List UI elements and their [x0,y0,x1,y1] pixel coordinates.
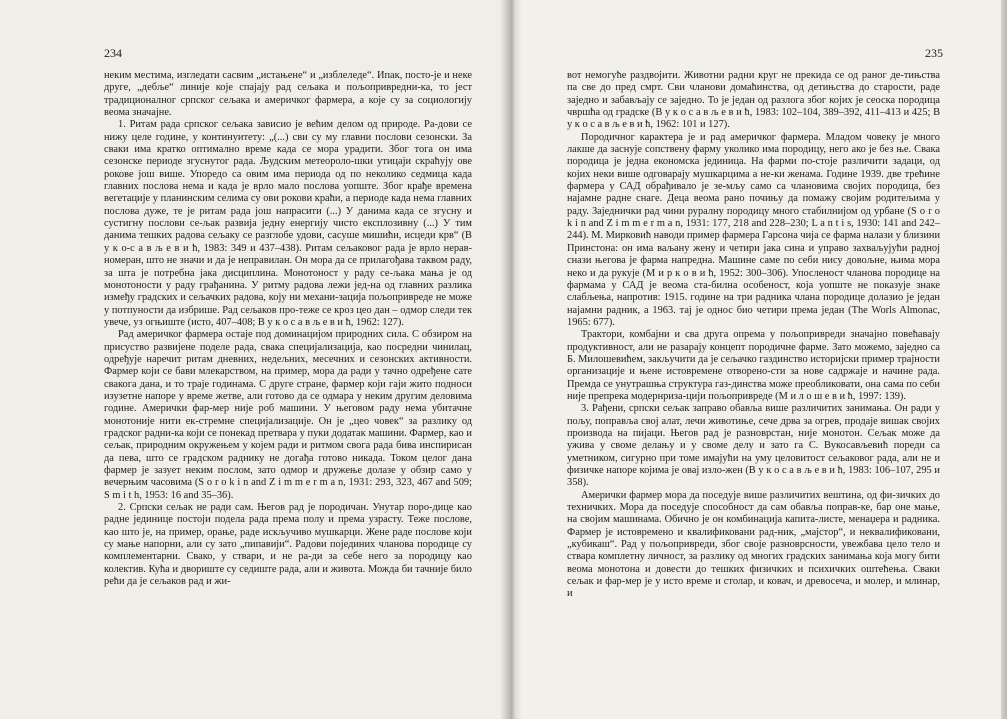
right-page-text [567,70,940,601]
paragraph: неким местима, изгледати сасвим „истањене“ и „изблеледе“. Ипак, посто-је и неке друге, „дебље“ линије које спајају рад сељака и пољопривредни-ка, то јест традиционалног српског сељака и америчког фармера, а које су за социологију веома значајне. [104,70,472,119]
paragraph: 2. Српски сељак не ради сам. Његов рад је породичан. Унутар поро-дице као радне јединице постоји подела рада према полу и према узрасту. Теже послове, као што је, на пример, орање, раде искључиво мушкарци. Жене раде послове који су мање напорни, али су зато „пипавији“. Радови појединих чланова породице су комплементарни. Свако, у ствари, и не ра-ди за себе него за породицу као колектив. Кућа и двориште су седиште рада, али и живота. Можда би тачније било рећи да је сељаков рад и жи- [104,502,472,588]
page-edge [1001,0,1007,719]
paragraph: Породичног карактера је и рад америчког фармера. Младом човеку је много лакше да заснује сопствену фарму уколико има породицу, него ако је без ње. Свака породица је једна економска јединица. На фарми по-стоје различити задаци, од којих неки више одговарају мушкарцима а не-ки женама. Године 1939. две трећине фармера у САД обрађивало је зе-мљу само са члановима својих породица, без најамне радне снаге. Деца веома рано почињу да помажу својим родитељима у раду. Заједнички рад чини руралну породицу много стабилнијом од урбане (S o r o k i n and Z i m m e r m a n, 1931: 177, 218 and 228–230; L a n t i s, 1930: 141 and 242–244). М. Мирковић наводи пример фармера Гарсона чија се фарма налази у близини Принстона: он има ваљану жену и четири јака сина и управо захваљујући радној снази његова је фарма напредна. Машине саме по себи нису довољне, њима мора неко и да рукује (М и р к о в и ћ, 1952: 300–306). Упосленост чланова породице на фармама у САД је веома ста-билна особеност, која уопште не показује знаке слабљења, напротив: 1915. године на три радника члана породице долазио је један најамни радник, а 1963. тај је однос био четири према један (The Worls Almonac, 1965: 677). [567,131,941,328]
paragraph: 1. Ритам рада српског сељака зависио је већим делом од природе. Ра-дови се нижу целе године, у континуитету: „(...) сви су му главни послови сезонски. За сваки има кратко оптимално време када се мора урадити. Због тога он има сезонске периоде згуснутог рада. Људским метеороло-шки утицаји скраћују ове рокове још више. Упоредо са овим има периода од по неколико седмица када главних послова нема и када је врло мало послова уопште. Због крађе времена вегетације у планинским селима су ови рокови краћи, а периоде када нема главних послова дуже, те је ритам рада још напрасити (...) У данима када се згусну и сустигну послови се-љак развија једну енергију чисто експлозивну (...) У тим данима тешких радова сељаку се разглобе удови, сасуше мишићи, исцеди крв“ (В у к о-с а в љ е в и ћ, 1983: 349 и 437–438). Ритам сељаковог рада је врло нерав-номеран, што не значи и да је неправилан. Он мора да се прилагођава таквом раду, за шта је потребна јака дисциплина. Монотоност у раду се-љака мања је од монотоности у раду грађанина. У ритму радова лежи јед-на од главних разлика између градских и сељачких радова, коју ни механи-зација пољопривреде не може у потпуности да избрише. Рад сељаков про-теже се кроз цео дан – одмор следи тек увече, уз огњиште (исто, 407–408; В у к о с а в љ е в и ћ, 1962: 127). [104,119,472,328]
left-page-text [104,70,472,588]
paragraph: вот немогуће раздвојити. Животни радни круг не прекида се од раног де-тињства па све до пред смрт. Сви чланови домаћинства, од детињства до старости, раде заједно и забављају се заједно. То је један од разлога због којих је сеоска породица чвршћа од градске (В у к о с а в љ е в и ћ, 1983: 102–104, 389–392, 411–413 и 425; В у к о с а в љ е в и ћ, 1962: 101 и 127). [567,70,940,131]
paragraph: 3. Рађени, српски сељак заправо обавља више различитих занимања. Он ради у пољу, поправља свој алат, лечи животиње, сече дрва за огрев, продаје вишак својих производа на пијаци. Његов рад је разноврстан, није монотон. Сељак може да ужива у своме делању и у своме делу и зато га С. Вукосављевић пореди са уметником, сигурно при томе имајући на уму целовитост сељаковог рада, али не и физичке напоре којима је овај изло-жен (В у к о с а в љ е в и ћ, 1983: 106–107, 295 и 358). [567,403,940,489]
page-number-right: 235 [925,46,943,60]
paragraph: Трактори, комбајни и сва друга опрема у пољопривреди значајно повећавају продуктивност, али не разарају концепт породичне фарме. Зато можемо, заједно са Б. Милошевићем, закључити да је сељачко газдинство историјски пример трајности организације и њене истовремене отворено-сти за нове садржаје и начине рада. Премда се унутрашња структура газ-динства може преобликовати, она сама по себи није препрека модернриза-цији пољопривреде (М и л о ш е в и ћ, 1997: 139). [567,329,940,402]
right-page [510,0,1007,719]
paragraph: Амерички фармер мора да поседује више различитих вештина, од фи-зичких до техничких. Мора да поседује способност да сам обавља поправ-ке, бар оне мање, на својим машинама. Обично је он комбинација капита-листе, менаџера и радника. Фармер је истовремено и квалификовани рад-ник, „мајстор“, и неквалификовани, „кубикаш“. Рад у пољопривреди, због своје разноврсности, увежбава цело тело и ствара комплетну личност, за разлику од многих градских занимања која могу бити веома монотона и довести до тешких физичких и психичких оштећења. Сваки сељак и фар-мер је у исто време и столар, и ковач, и древосеча, и молер, и млинар, и [567,489,940,600]
paragraph: Рад америчког фармера остаје под доминацијом природних сила. С обзиром на присуство развијене поделе рада, свака специјализација, као посредни чинилац, одређује наречит ритам дневних, недељних, месечних и сезонских активности. Фармер који се бави млекарством, на пример, мора да ради у тачно одређене сате свакога дана, и то траје годинама. С друге стране, фармер који гаји жито подноси изузетне напоре у време жетве, али готово да се одмара у неким другим деловима године. Амерички фар-мер није роб машини. У његовом раду нема убитачне монотоније нити ек-стремне специјализације. Он је „цео човек“ за разлику од градског радни-ка који се понекад претвара у пуки додатак машини. Фармер, као и сељак, природним окружењем у којем ради и ритмом свога рада бива инспирисан да пева, што се градском раднику не догађа готово никада. Током целог дана фармер је зазует неким послом, зато одмор и дружење долазе у обзир само у вечерњим часовима (S o r o k i n and Z i m m e r m a n, 1931: 293, 323, 467 and 509; S m i t h, 1953: 16 and 35–36). [104,329,472,501]
page-number-left: 234 [104,46,122,60]
